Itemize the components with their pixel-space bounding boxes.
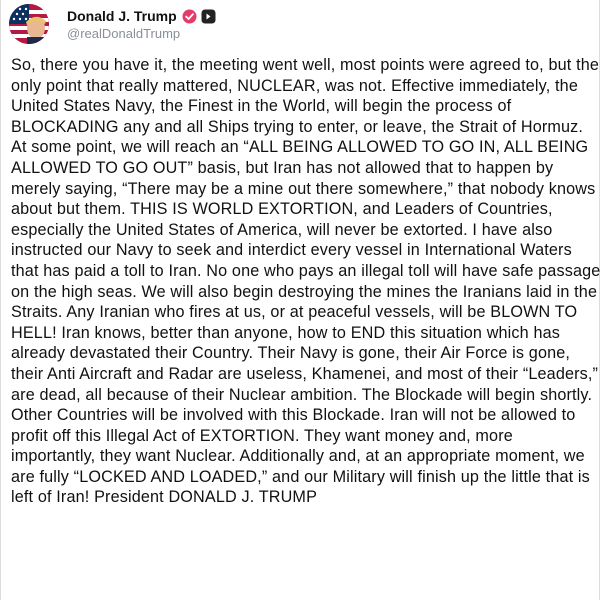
author-display-name[interactable]: Donald J. Trump xyxy=(67,8,177,24)
verified-badge-icon xyxy=(182,9,197,24)
post-header xyxy=(9,4,216,44)
square-badge-icon xyxy=(201,9,216,24)
post-body-text: So, there you have it, the meeting went well, most points were agreed to, but the only point that really mattered, NUCLEAR, was not. Effective immediately, the United States Navy, the Finest in the World, will begin the process of BLOCKADING any and all Ships trying to enter, or leave, the Strait of Hormuz. At some point, we will reach an “ALL BEING ALLOWED TO GO IN, ALL BEING ALLOWED TO GO OUT” basis, but Iran has not allowed that to happen by merely saying, “There may be a mine out there somewhere,” that nobody knows about but them. THIS IS WORLD EXTORTION, and Leaders of Countries, especially the United States of America, will never be extorted. I have also instructed our Navy to seek and interdict every vessel in International Waters that has paid a toll to Iran. No one who pays an illegal toll will have safe passage on the high seas. We will also begin destroying the mines the Iranians laid in the Straits. Any Iranian who fires at us, or at peaceful vessels, will be BLOWN TO HELL! Iran knows, better than anyone, how to END this situation which has already devastated their Country. Their Navy is gone, their Air Force is gone, their Anti Aircraft and Radar are useless, Khamenei, and most of their “Leaders,” are dead, all because of their Nuclear ambition. The Blockade will begin shortly. Other Countries will be involved with this Blockade. Iran will not be allowed to profit off this Illegal Act of EXTORTION. They want money and, more importantly, they want Nuclear. Additionally and, at an appropriate moment, we are fully “LOCKED AND LOADED,” and our Military will finish up the little that is left of Iran! President DONALD J. TRUMP xyxy=(11,56,600,507)
avatar-flag-icon xyxy=(9,4,49,44)
author-info xyxy=(67,6,216,42)
avatar[interactable] xyxy=(9,4,49,44)
name-row xyxy=(67,6,216,26)
author-handle[interactable]: @realDonaldTrump xyxy=(67,26,181,41)
